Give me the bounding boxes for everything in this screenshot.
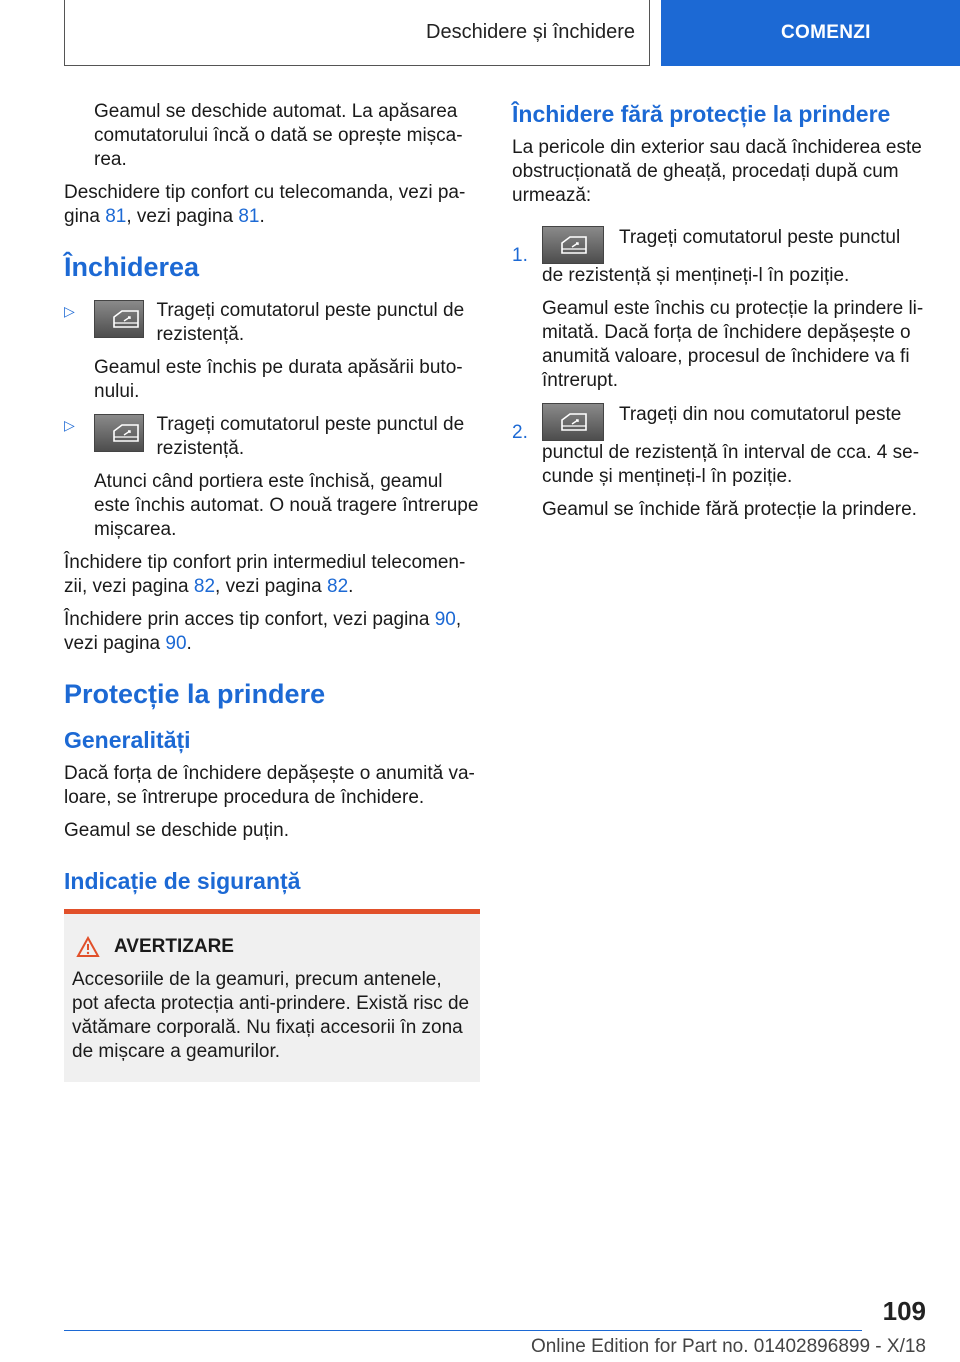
left-column xyxy=(64,100,480,1082)
paragraph-comfort-open: Deschidere tip confort cu telecomanda, vezi pagina 81, vezi pagina 81. xyxy=(64,182,466,227)
window-switch-icon xyxy=(542,226,604,264)
heading-general: Generalități xyxy=(64,727,191,753)
edition-text: Online Edition for Part no. 01402896899 - X/18 xyxy=(530,1336,926,1357)
footer-divider xyxy=(64,1330,862,1331)
paragraph-auto-open: Geamul se deschide automat. La apăsarea comutatorului încă o dată se oprește mișcarea. xyxy=(94,101,463,170)
warning-triangle-icon xyxy=(76,936,100,958)
list-item xyxy=(64,299,480,404)
step-body: Geamul se închide fără protecție la prindere. xyxy=(542,499,917,520)
paragraph-intro: La pericole din exterior sau dacă închiderea este obstrucționată de gheață, procedați după cum urmează: xyxy=(512,137,922,206)
chapter-title: COMENZI xyxy=(781,22,871,43)
page-number: 109 xyxy=(882,1296,926,1326)
step-head: Trageți comutatorul peste punctul de rezistență și mențineți-l în poziție. xyxy=(542,227,901,286)
step-number: 1. xyxy=(512,245,528,266)
window-switch-icon xyxy=(94,414,144,452)
step-number: 2. xyxy=(512,422,528,443)
section-title: Deschidere și închidere xyxy=(426,21,635,43)
paragraph-comfort-close-remote: Închidere tip confort prin intermediul telecomenzii, vezi pagina 82, vezi pagina 82. xyxy=(64,552,466,597)
section-tab[interactable] xyxy=(64,0,650,66)
item-head-text: Trageți comutatorul peste punctul de rezistență. xyxy=(156,300,465,345)
step-head: Trageți din nou comutatorul peste punctul de rezistență în interval de cca. 4 secunde și mențineți-l în poziție. xyxy=(542,404,920,487)
list-item xyxy=(512,226,924,393)
heading-pinch-protection: Protecție la prindere xyxy=(64,679,326,709)
page-link[interactable]: 90 xyxy=(434,609,456,630)
page-header xyxy=(0,0,960,66)
step-body: Geamul este închis cu protecție la prindere limitată. Dacă forța de închidere depășește o anumită valoare, procesul de închidere va fi întrerupt. xyxy=(542,298,924,391)
page-link[interactable]: 81 xyxy=(105,206,127,227)
window-switch-icon xyxy=(94,300,144,338)
item-body-text: Geamul este închis pe durata apăsării butonului. xyxy=(94,357,463,402)
page-link[interactable]: 90 xyxy=(165,633,187,654)
triangle-bullet-icon: ▷ xyxy=(64,417,75,433)
chapter-tab[interactable] xyxy=(661,0,960,66)
heading-safety: Indicație de siguranță xyxy=(64,868,301,894)
right-column xyxy=(512,100,924,532)
warning-text: Accesoriile de la geamuri, precum antenele, pot afecta protecția anti-prindere. Există risc de vătămare corporală. Nu fixați accesorii în zona de mișcare a geamurilor. xyxy=(72,969,470,1062)
page-link[interactable]: 81 xyxy=(238,206,260,227)
paragraph-opens-slightly: Geamul se deschide puțin. xyxy=(64,820,289,841)
paragraph-comfort-access: Închidere prin acces tip confort, vezi pagina 90, vezi pagina 90. xyxy=(64,609,462,654)
page-link[interactable]: 82 xyxy=(327,576,349,597)
paragraph-force: Dacă forța de închidere depășește o anumită valoare, se întrerupe procedura de închidere. xyxy=(64,763,475,808)
list-item xyxy=(64,413,480,542)
triangle-bullet-icon: ▷ xyxy=(64,303,75,319)
list-item xyxy=(512,403,924,522)
page-link[interactable]: 82 xyxy=(193,576,216,597)
item-body-text: Atunci când portiera este închisă, geamul este închis automat. O nouă tragere întrerupe mișcarea. xyxy=(94,471,479,540)
window-switch-icon xyxy=(542,403,604,441)
warning-box xyxy=(64,909,480,1082)
heading-closing: Închiderea xyxy=(64,252,200,282)
warning-title: AVERTIZARE xyxy=(72,936,472,958)
item-head-text: Trageți comutatorul peste punctul de rezistență. xyxy=(156,414,465,459)
heading-close-without-protection: Închidere fără protecție la prindere xyxy=(512,101,891,127)
